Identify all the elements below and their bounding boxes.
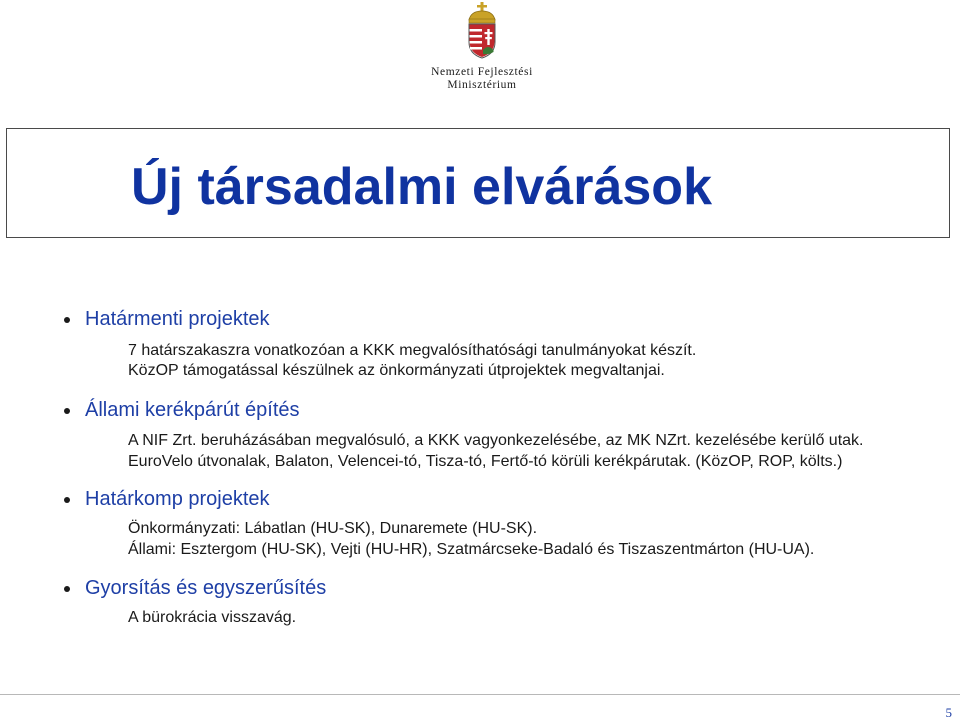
bullet-body-line: Önkormányzati: Lábatlan (HU-SK), Dunaremete (HU-SK). xyxy=(128,520,538,537)
bullet-body-line: Állami: Esztergom (HU-SK), Vejti (HU-HR), Szatmárcseke-Badaló és Tiszaszentmárton (HU-UA). xyxy=(128,541,815,558)
bullet-dot-icon xyxy=(64,497,70,503)
bullet-dot-icon xyxy=(64,408,70,414)
bullet-item-3 xyxy=(64,486,270,512)
bullet-body-line: A NIF Zrt. beruházásában megvalósuló, a KKK vagyonkezelésébe, az MK NZrt. kezelésébe kerülő utak. xyxy=(128,432,864,449)
bullet-body-line: KözOP támogatással készülnek az önkormányzati útprojektek megvaltanjai. xyxy=(128,362,665,379)
bullet-heading: Állami kerékpárút építés xyxy=(85,399,300,421)
bullet-item-4 xyxy=(64,575,326,601)
bullet-item-2 xyxy=(64,397,300,423)
logo-text-line2: Minisztérium xyxy=(447,79,517,91)
page-number: 5 xyxy=(945,705,952,720)
bullet-heading: Határmenti projektek xyxy=(85,308,270,330)
footer-divider xyxy=(0,694,960,695)
title-box xyxy=(6,128,950,238)
bullet-body-line: A bürokrácia visszavág. xyxy=(128,609,297,626)
bullet-heading: Határkomp projektek xyxy=(85,488,270,510)
bullet-body-line: 7 határszakaszra vonatkozóan a KKK megvalósíthatósági tanulmányokat készít. xyxy=(128,342,697,359)
bullet-item-1 xyxy=(64,306,270,332)
bullet-dot-icon xyxy=(64,586,70,592)
hungarian-coat-of-arms-icon xyxy=(465,2,499,60)
slide-title: Új társadalmi elvárások xyxy=(131,158,712,216)
bullet-body-line: EuroVelo útvonalak, Balaton, Velencei-tó, Tisza-tó, Fertő-tó körüli kerékpárutak. (KözOP, ROP, költs.) xyxy=(128,453,843,470)
logo-text-line1: Nemzeti Fejlesztési xyxy=(431,66,533,78)
ministry-logo xyxy=(420,2,544,90)
bullet-heading: Gyorsítás és egyszerűsítés xyxy=(85,577,327,599)
bullet-dot-icon xyxy=(64,317,70,323)
